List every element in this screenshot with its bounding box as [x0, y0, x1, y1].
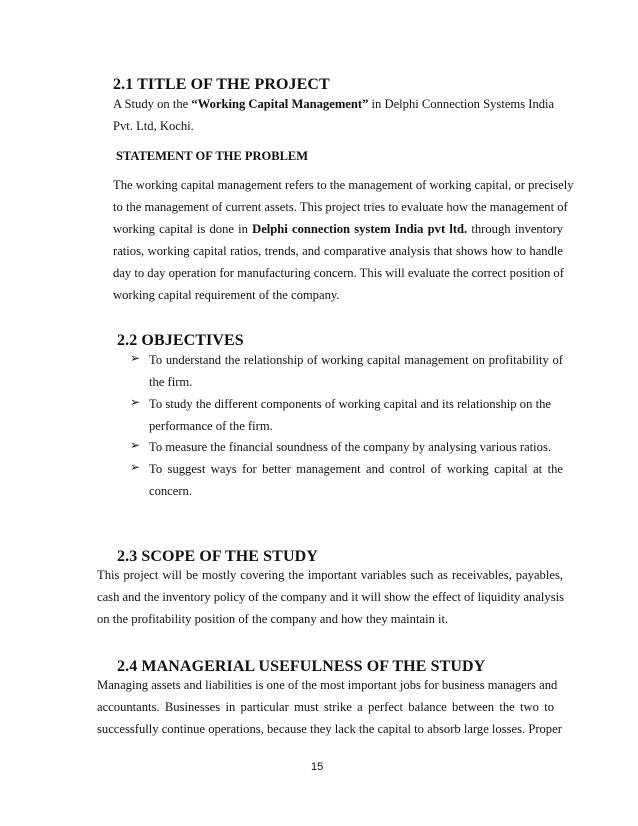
page-number: 15	[311, 761, 324, 773]
objective-item: To measure the financial soundness of the company by analysing various ratios.	[149, 440, 552, 454]
scope-line: This project will be mostly covering the important variables such as receivables, payables,	[97, 568, 563, 582]
objective-item-cont: concern.	[149, 484, 193, 498]
usefulness-line: Managing assets and liabilities is one of the most important jobs for business managers and	[97, 678, 558, 692]
arrow-bullet-icon: ➢	[130, 460, 141, 474]
section-heading-usefulness: 2.4 MANAGERIAL USEFULNESS OF THE STUDY	[117, 658, 486, 675]
statement-line: to the management of current assets. This project tries to evaluate how the management of	[113, 200, 568, 214]
arrow-bullet-icon: ➢	[130, 438, 141, 452]
section-heading-scope: 2.3 SCOPE OF THE STUDY	[117, 548, 318, 565]
objective-item: To suggest ways for better management and control of working capital at the	[149, 462, 563, 476]
project-title-line-2: Pvt. Ltd, Kochi.	[113, 119, 194, 133]
usefulness-line: accountants. Businesses in particular must strike a perfect balance between the two to	[97, 700, 554, 714]
usefulness-line: successfully continue operations, because they lack the capital to absorb large losses. Proper	[97, 722, 562, 736]
statement-line: day to day operation for manufacturing concern. This will evaluate the correct position of	[113, 266, 564, 280]
statement-line: The working capital management refers to the management of working capital, or precisely	[113, 178, 574, 192]
statement-heading: STATEMENT OF THE PROBLEM	[116, 149, 309, 163]
statement-line: ratios, working capital ratios, trends, and comparative analysis that shows how to handle	[113, 244, 563, 258]
section-heading-title: 2.1 TITLE OF THE PROJECT	[113, 76, 330, 93]
objective-item: To study the different components of working capital and its relationship on the	[149, 397, 551, 411]
arrow-bullet-icon: ➢	[130, 351, 141, 365]
scope-line: cash and the inventory policy of the company and it will show the effect of liquidity analysis	[97, 590, 565, 604]
section-heading-objectives: 2.2 OBJECTIVES	[117, 332, 244, 349]
project-title-line-1: A Study on the “Working Capital Management” in Delphi Connection Systems India	[113, 97, 555, 111]
arrow-bullet-icon: ➢	[130, 395, 141, 409]
statement-line: working capital is done in Delphi connection system India pvt ltd. through inventory	[113, 222, 563, 236]
objective-item: To understand the relationship of working capital management on profitability of	[149, 353, 563, 367]
objective-item-cont: the firm.	[149, 375, 193, 389]
statement-line: working capital requirement of the company.	[113, 288, 340, 302]
objective-item-cont: performance of the firm.	[149, 419, 273, 433]
scope-line: on the profitability position of the company and how they maintain it.	[97, 612, 449, 626]
